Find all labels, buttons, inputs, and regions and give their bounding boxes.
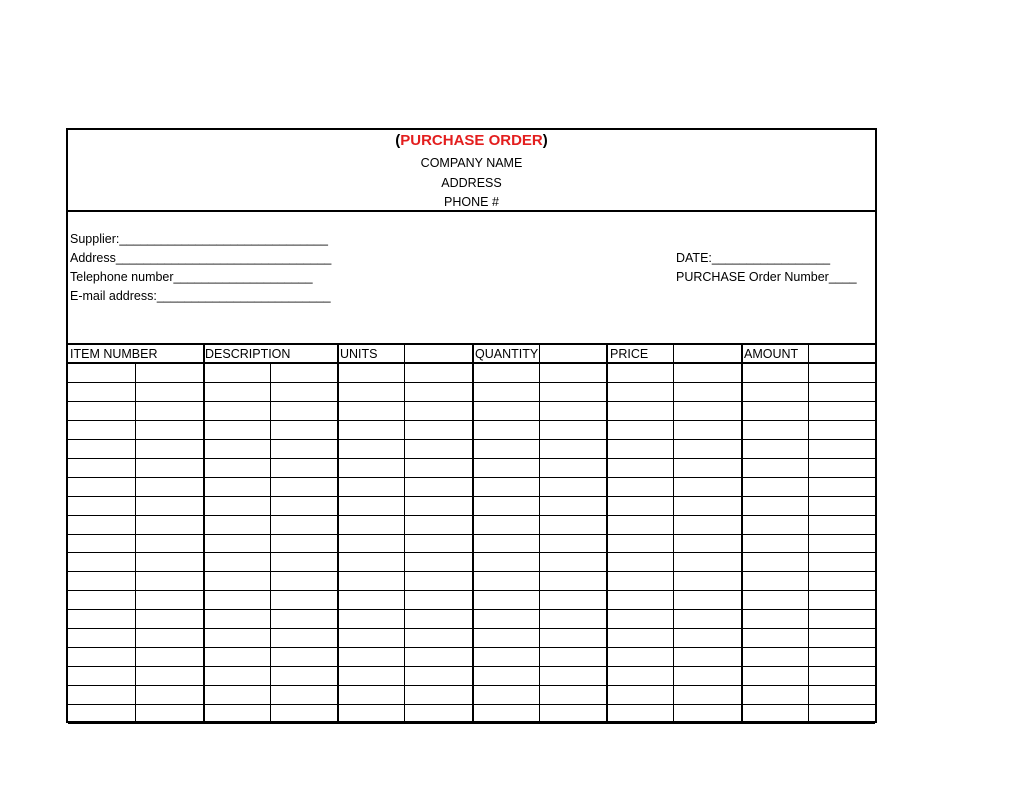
table-cell[interactable] bbox=[68, 363, 135, 382]
table-cell[interactable] bbox=[337, 401, 404, 420]
table-cell[interactable] bbox=[337, 439, 404, 458]
table-cell[interactable] bbox=[135, 590, 202, 609]
table-cell[interactable] bbox=[741, 477, 808, 496]
table-cell[interactable] bbox=[68, 647, 135, 666]
table-cell[interactable] bbox=[68, 401, 135, 420]
table-cell[interactable] bbox=[472, 534, 539, 553]
table-cell[interactable] bbox=[270, 382, 337, 401]
table-cell[interactable] bbox=[203, 685, 270, 704]
table-cell[interactable] bbox=[203, 609, 270, 628]
table-cell[interactable] bbox=[808, 439, 875, 458]
table-cell[interactable] bbox=[808, 363, 875, 382]
table-cell[interactable] bbox=[337, 590, 404, 609]
table-cell[interactable] bbox=[135, 420, 202, 439]
table-cell[interactable] bbox=[270, 401, 337, 420]
table-cell[interactable] bbox=[68, 477, 135, 496]
table-cell[interactable] bbox=[270, 666, 337, 685]
table-cell[interactable] bbox=[404, 363, 471, 382]
table-cell[interactable] bbox=[337, 666, 404, 685]
table-cell[interactable] bbox=[68, 552, 135, 571]
table-cell[interactable] bbox=[673, 458, 740, 477]
table-cell[interactable] bbox=[606, 496, 673, 515]
table-cell[interactable] bbox=[270, 458, 337, 477]
table-cell[interactable] bbox=[68, 420, 135, 439]
table-cell[interactable] bbox=[808, 534, 875, 553]
table-cell[interactable] bbox=[606, 628, 673, 647]
table-cell[interactable] bbox=[808, 590, 875, 609]
supplier-info-section bbox=[68, 212, 875, 345]
table-cell[interactable] bbox=[741, 628, 808, 647]
table-cell[interactable] bbox=[404, 628, 471, 647]
table-cell[interactable] bbox=[270, 628, 337, 647]
table-cell[interactable] bbox=[539, 609, 606, 628]
table-cell[interactable] bbox=[472, 420, 539, 439]
table-cell[interactable] bbox=[673, 590, 740, 609]
table-cell[interactable] bbox=[404, 496, 471, 515]
table-cell[interactable] bbox=[606, 552, 673, 571]
table-cell[interactable] bbox=[135, 515, 202, 534]
table-cell[interactable] bbox=[606, 439, 673, 458]
table-cell[interactable] bbox=[606, 382, 673, 401]
table-cell[interactable] bbox=[68, 685, 135, 704]
table-cell[interactable] bbox=[68, 515, 135, 534]
table-cell[interactable] bbox=[270, 515, 337, 534]
table-cell[interactable] bbox=[337, 420, 404, 439]
table-cell[interactable] bbox=[539, 552, 606, 571]
table-cell[interactable] bbox=[404, 458, 471, 477]
table-cell[interactable] bbox=[808, 458, 875, 477]
table-cell[interactable] bbox=[606, 477, 673, 496]
table-cell[interactable] bbox=[270, 363, 337, 382]
table-cell[interactable] bbox=[203, 401, 270, 420]
table-cell[interactable] bbox=[741, 515, 808, 534]
table-cell[interactable] bbox=[606, 458, 673, 477]
table-cell[interactable] bbox=[135, 363, 202, 382]
table-cell[interactable] bbox=[741, 704, 808, 723]
table-cell[interactable] bbox=[539, 382, 606, 401]
table-cell[interactable] bbox=[472, 458, 539, 477]
table-cell[interactable] bbox=[404, 609, 471, 628]
table-cell[interactable] bbox=[404, 704, 471, 723]
table-cell[interactable] bbox=[135, 571, 202, 590]
table-cell[interactable] bbox=[404, 666, 471, 685]
table-cell[interactable] bbox=[203, 590, 270, 609]
table-cell[interactable] bbox=[808, 382, 875, 401]
page-title bbox=[68, 132, 875, 149]
table-cell[interactable] bbox=[741, 609, 808, 628]
table-cell[interactable] bbox=[808, 496, 875, 515]
table-cell[interactable] bbox=[135, 477, 202, 496]
table-cell[interactable] bbox=[472, 363, 539, 382]
table-cell[interactable] bbox=[203, 628, 270, 647]
table-cell[interactable] bbox=[404, 590, 471, 609]
column-header-units: UNITS bbox=[340, 347, 378, 361]
table-cell[interactable] bbox=[404, 477, 471, 496]
column-header-amount: AMOUNT bbox=[744, 347, 799, 361]
table-cell[interactable] bbox=[203, 666, 270, 685]
table-cell[interactable] bbox=[472, 571, 539, 590]
table-cell[interactable] bbox=[135, 552, 202, 571]
table-cell[interactable] bbox=[270, 609, 337, 628]
table-cell[interactable] bbox=[472, 647, 539, 666]
table-cell[interactable] bbox=[606, 647, 673, 666]
table-cell[interactable] bbox=[741, 363, 808, 382]
table-cell[interactable] bbox=[68, 382, 135, 401]
table-cell[interactable] bbox=[606, 704, 673, 723]
supplier-field[interactable]: Supplier:______________________________ bbox=[70, 232, 328, 246]
table-cell[interactable] bbox=[203, 534, 270, 553]
table-cell[interactable] bbox=[673, 628, 740, 647]
column-header-price: PRICE bbox=[610, 347, 649, 361]
table-cell[interactable] bbox=[673, 685, 740, 704]
table-cell[interactable] bbox=[741, 496, 808, 515]
table-cell[interactable] bbox=[808, 571, 875, 590]
table-cell[interactable] bbox=[337, 609, 404, 628]
table-cell[interactable] bbox=[808, 401, 875, 420]
table-cell[interactable] bbox=[337, 477, 404, 496]
table-cell[interactable] bbox=[337, 534, 404, 553]
table-cell[interactable] bbox=[539, 401, 606, 420]
table-cell[interactable] bbox=[337, 571, 404, 590]
table-cell[interactable] bbox=[203, 458, 270, 477]
table-cell[interactable] bbox=[741, 382, 808, 401]
table-cell[interactable] bbox=[404, 439, 471, 458]
table-cell[interactable] bbox=[270, 704, 337, 723]
date-field[interactable]: DATE:_________________ bbox=[676, 251, 831, 265]
table-cell[interactable] bbox=[808, 609, 875, 628]
table-cell[interactable] bbox=[741, 552, 808, 571]
company-address: ADDRESS bbox=[441, 176, 502, 190]
table-cell[interactable] bbox=[741, 458, 808, 477]
column-header-quantity: QUANTITY bbox=[475, 347, 539, 361]
table-cell[interactable] bbox=[337, 496, 404, 515]
table-cell[interactable] bbox=[808, 704, 875, 723]
table-cell[interactable] bbox=[203, 382, 270, 401]
table-cell[interactable] bbox=[270, 477, 337, 496]
table-cell[interactable] bbox=[404, 685, 471, 704]
table-cell[interactable] bbox=[68, 458, 135, 477]
table-cell[interactable] bbox=[808, 647, 875, 666]
table-cell[interactable] bbox=[203, 477, 270, 496]
table-cell[interactable] bbox=[270, 647, 337, 666]
table-cell[interactable] bbox=[606, 685, 673, 704]
table-cell[interactable] bbox=[472, 496, 539, 515]
table-cell[interactable] bbox=[606, 590, 673, 609]
table-cell[interactable] bbox=[337, 515, 404, 534]
table-cell[interactable] bbox=[68, 571, 135, 590]
table-cell[interactable] bbox=[404, 515, 471, 534]
table-cell[interactable] bbox=[337, 552, 404, 571]
table-row-line bbox=[68, 723, 875, 724]
table-cell[interactable] bbox=[472, 628, 539, 647]
table-cell[interactable] bbox=[68, 439, 135, 458]
table-cell[interactable] bbox=[673, 363, 740, 382]
table-cell[interactable] bbox=[539, 420, 606, 439]
table-cell[interactable] bbox=[135, 628, 202, 647]
table-cell[interactable] bbox=[135, 534, 202, 553]
table-cell[interactable] bbox=[606, 363, 673, 382]
table-cell[interactable] bbox=[673, 534, 740, 553]
table-cell[interactable] bbox=[68, 609, 135, 628]
table-cell[interactable] bbox=[808, 477, 875, 496]
table-cell[interactable] bbox=[203, 363, 270, 382]
table-cell[interactable] bbox=[539, 496, 606, 515]
table-cell[interactable] bbox=[135, 704, 202, 723]
table-cell[interactable] bbox=[539, 704, 606, 723]
table-cell[interactable] bbox=[270, 552, 337, 571]
table-cell[interactable] bbox=[135, 458, 202, 477]
table-cell[interactable] bbox=[404, 647, 471, 666]
table-cell[interactable] bbox=[270, 439, 337, 458]
table-cell[interactable] bbox=[68, 704, 135, 723]
title-paren-open: ( bbox=[395, 132, 401, 149]
table-cell[interactable] bbox=[606, 401, 673, 420]
table-cell[interactable] bbox=[673, 571, 740, 590]
title-paren-close: ) bbox=[542, 132, 548, 149]
table-cell[interactable] bbox=[68, 534, 135, 553]
telephone-field[interactable]: Telephone number____________________ bbox=[70, 270, 313, 284]
table-cell[interactable] bbox=[337, 363, 404, 382]
table-cell[interactable] bbox=[472, 666, 539, 685]
table-cell[interactable] bbox=[472, 439, 539, 458]
table-cell[interactable] bbox=[741, 590, 808, 609]
table-cell[interactable] bbox=[404, 571, 471, 590]
table-cell[interactable] bbox=[539, 439, 606, 458]
table-cell[interactable] bbox=[606, 515, 673, 534]
table-cell[interactable] bbox=[808, 515, 875, 534]
table-cell[interactable] bbox=[404, 534, 471, 553]
table-cell[interactable] bbox=[673, 647, 740, 666]
table-cell[interactable] bbox=[673, 609, 740, 628]
table-cell[interactable] bbox=[270, 420, 337, 439]
table-cell[interactable] bbox=[203, 704, 270, 723]
table-cell[interactable] bbox=[539, 571, 606, 590]
table-cell[interactable] bbox=[270, 685, 337, 704]
table-cell[interactable] bbox=[337, 704, 404, 723]
table-cell[interactable] bbox=[135, 401, 202, 420]
table-cell[interactable] bbox=[203, 439, 270, 458]
table-cell[interactable] bbox=[270, 571, 337, 590]
table-cell[interactable] bbox=[337, 458, 404, 477]
table-cell[interactable] bbox=[68, 666, 135, 685]
table-cell[interactable] bbox=[472, 590, 539, 609]
items-table bbox=[68, 345, 875, 723]
table-cell[interactable] bbox=[135, 685, 202, 704]
table-cell[interactable] bbox=[539, 515, 606, 534]
purchase-order-form bbox=[66, 128, 877, 723]
table-cell[interactable] bbox=[539, 628, 606, 647]
table-cell[interactable] bbox=[472, 515, 539, 534]
company-name: COMPANY NAME bbox=[420, 156, 523, 170]
table-cell[interactable] bbox=[606, 420, 673, 439]
table-cell[interactable] bbox=[337, 685, 404, 704]
table-cell[interactable] bbox=[472, 477, 539, 496]
table-cell[interactable] bbox=[337, 382, 404, 401]
table-cell[interactable] bbox=[68, 628, 135, 647]
table-cell[interactable] bbox=[404, 552, 471, 571]
table-cell[interactable] bbox=[472, 685, 539, 704]
table-cell[interactable] bbox=[270, 534, 337, 553]
table-cell[interactable] bbox=[808, 666, 875, 685]
table-cell[interactable] bbox=[135, 647, 202, 666]
table-cell[interactable] bbox=[808, 685, 875, 704]
table-cell[interactable] bbox=[135, 666, 202, 685]
table-cell[interactable] bbox=[606, 534, 673, 553]
address-field[interactable]: Address_______________________________ bbox=[70, 251, 332, 265]
table-cell[interactable] bbox=[203, 496, 270, 515]
table-cell[interactable] bbox=[539, 477, 606, 496]
table-cell[interactable] bbox=[135, 439, 202, 458]
table-cell[interactable] bbox=[673, 515, 740, 534]
table-cell[interactable] bbox=[606, 571, 673, 590]
table-cell[interactable] bbox=[741, 666, 808, 685]
table-cell[interactable] bbox=[404, 420, 471, 439]
table-cell[interactable] bbox=[270, 496, 337, 515]
table-cell[interactable] bbox=[673, 382, 740, 401]
table-cell[interactable] bbox=[539, 666, 606, 685]
table-cell[interactable] bbox=[203, 552, 270, 571]
table-cell[interactable] bbox=[337, 647, 404, 666]
table-cell[interactable] bbox=[539, 458, 606, 477]
table-cell[interactable] bbox=[673, 496, 740, 515]
table-cell[interactable] bbox=[135, 609, 202, 628]
table-cell[interactable] bbox=[404, 382, 471, 401]
table-cell[interactable] bbox=[203, 647, 270, 666]
table-cell[interactable] bbox=[606, 609, 673, 628]
table-cell[interactable] bbox=[472, 609, 539, 628]
email-field[interactable]: E-mail address:_________________________ bbox=[70, 289, 331, 303]
table-cell[interactable] bbox=[135, 496, 202, 515]
table-cell[interactable] bbox=[539, 685, 606, 704]
column-header-description: DESCRIPTION bbox=[205, 347, 291, 361]
table-cell[interactable] bbox=[673, 439, 740, 458]
title-text: PURCHASE ORDER bbox=[400, 132, 543, 149]
table-cell[interactable] bbox=[673, 666, 740, 685]
table-cell[interactable] bbox=[404, 401, 471, 420]
table-cell[interactable] bbox=[673, 477, 740, 496]
table-cell[interactable] bbox=[539, 534, 606, 553]
table-cell[interactable] bbox=[741, 647, 808, 666]
table-cell[interactable] bbox=[606, 666, 673, 685]
table-cell[interactable] bbox=[472, 382, 539, 401]
table-cell[interactable] bbox=[539, 590, 606, 609]
table-cell[interactable] bbox=[673, 704, 740, 723]
table-cell[interactable] bbox=[539, 647, 606, 666]
table-cell[interactable] bbox=[741, 401, 808, 420]
table-cell[interactable] bbox=[472, 401, 539, 420]
form-header bbox=[68, 130, 875, 212]
table-cell[interactable] bbox=[741, 685, 808, 704]
table-cell[interactable] bbox=[741, 571, 808, 590]
table-cell[interactable] bbox=[808, 628, 875, 647]
table-cell[interactable] bbox=[808, 420, 875, 439]
table-cell[interactable] bbox=[203, 420, 270, 439]
table-cell[interactable] bbox=[673, 552, 740, 571]
table-cell[interactable] bbox=[741, 439, 808, 458]
table-cell[interactable] bbox=[673, 420, 740, 439]
table-cell[interactable] bbox=[203, 571, 270, 590]
table-cell[interactable] bbox=[472, 552, 539, 571]
table-cell[interactable] bbox=[741, 534, 808, 553]
table-cell[interactable] bbox=[472, 704, 539, 723]
table-cell[interactable] bbox=[68, 496, 135, 515]
po-number-field[interactable]: PURCHASE Order Number____ bbox=[676, 270, 857, 284]
table-cell[interactable] bbox=[270, 590, 337, 609]
table-cell[interactable] bbox=[741, 420, 808, 439]
table-cell[interactable] bbox=[673, 401, 740, 420]
table-cell[interactable] bbox=[135, 382, 202, 401]
table-cell[interactable] bbox=[68, 590, 135, 609]
table-cell[interactable] bbox=[337, 628, 404, 647]
column-header-item-number: ITEM NUMBER bbox=[70, 347, 158, 361]
company-phone: PHONE # bbox=[444, 195, 499, 209]
table-cell[interactable] bbox=[203, 515, 270, 534]
table-cell[interactable] bbox=[808, 552, 875, 571]
table-cell[interactable] bbox=[539, 363, 606, 382]
